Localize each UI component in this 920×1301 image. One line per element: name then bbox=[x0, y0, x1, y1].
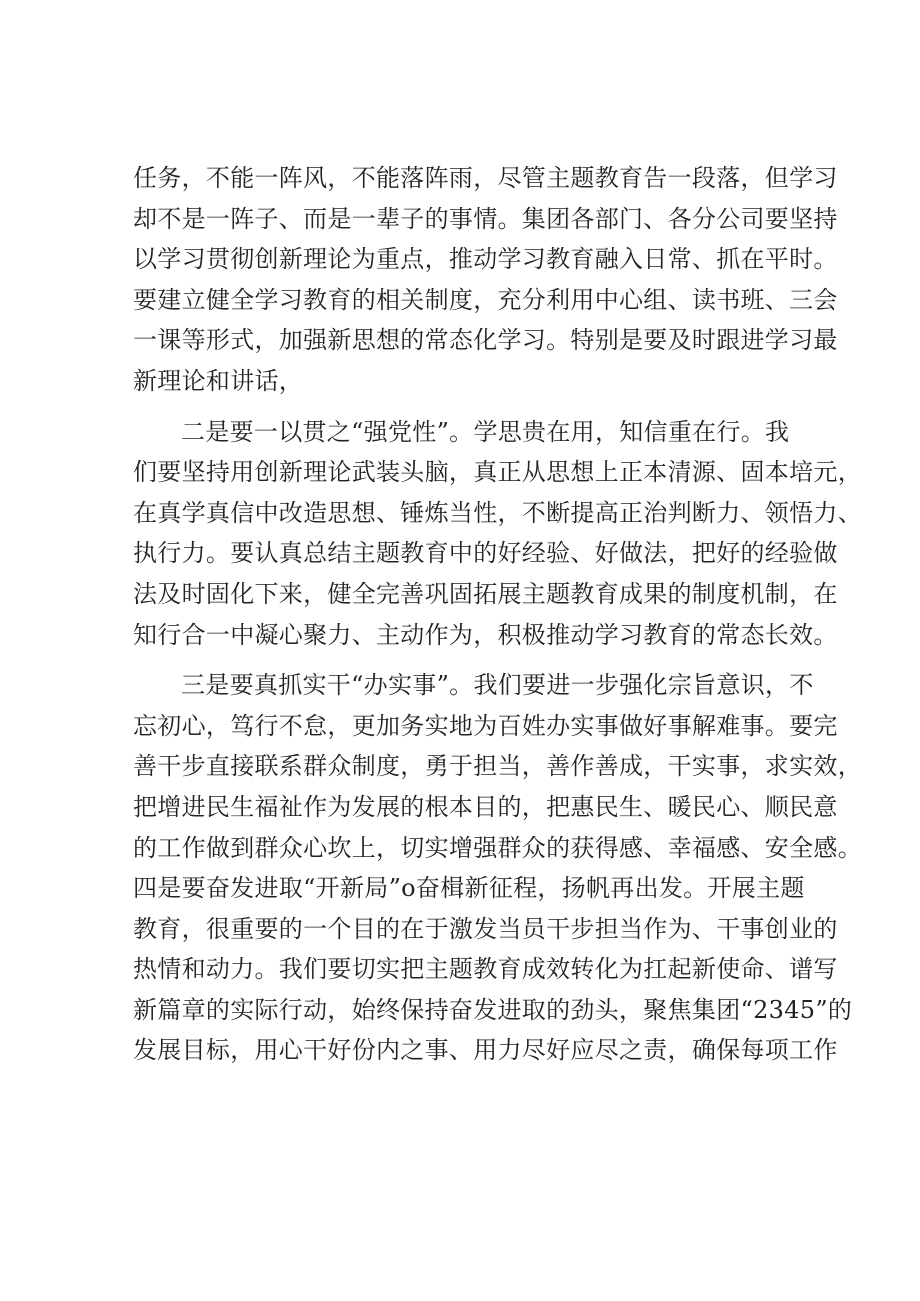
text-line: 发展目标，用心干好份内之事、用力尽好应尽之责，确保每项工作 bbox=[133, 1036, 838, 1065]
text-line: 任务，不能一阵风，不能落阵雨，尽管主题教育告一段落，但学习 bbox=[133, 164, 838, 192]
body-text bbox=[133, 158, 862, 1071]
text-line: 在真学真信中改造思想、锤炼当性，不断提高正治判断力、领悟力、 bbox=[133, 498, 862, 527]
text-line: 热情和动力。我们要切实把主题教育成效转化为扛起新使命、谱写 bbox=[133, 955, 838, 984]
text-line: 法及时固化下来，健全完善巩固拓展主题教育成果的制度机制，在 bbox=[133, 579, 838, 608]
paragraph-gap bbox=[133, 655, 803, 665]
text-line: 要建立健全学习教育的相关制度，充分利用中心组、读书班、三会 bbox=[133, 285, 838, 314]
text-line: 一课等形式，加强新思想的常态化学习。特别是要及时跟进学习最 bbox=[133, 326, 838, 355]
text-line: 以学习贯彻创新理论为重点，推动学习教育融入日常、抓在平时。 bbox=[133, 245, 838, 274]
text-line: 忘初心，笃行不怠，更加务实地为百姓办实事做好事解难事。要完 bbox=[133, 711, 838, 740]
text-line: 知行合一中凝心聚力、主动作为，积极推动学习教育的常态长效。 bbox=[133, 620, 838, 649]
text-line: 善干步直接联系群众制度，勇于担当，善作善成，干实事，求实效， bbox=[133, 752, 862, 781]
text-line: 们要坚持用创新理论武装头脑，真正从思想上正本清源、固本培元， bbox=[133, 458, 862, 487]
paragraph-start-line: 二是要一以贯之“强党性”。学思贵在用，知信重在行。我 bbox=[181, 417, 790, 446]
text-line: 教育，很重要的一个目的在于激发当员干步担当作为、干事创业的 bbox=[133, 914, 838, 943]
text-line: 却不是一阵子、而是一辈子的事情。集团各部门、各分公司要坚持 bbox=[133, 204, 838, 233]
text-line: 执行力。要认真总结主题教育中的好经验、好做法，把好的经验做 bbox=[133, 539, 838, 568]
text-line: 四是要奋发进取“开新局”o奋楫新征程，扬帆再出发。开展主题 bbox=[133, 874, 805, 903]
paragraph-start-line: 三是要真抓实干“办实事”。我们要进一步强化宗旨意识，不 bbox=[181, 671, 814, 700]
text-line: 新理论和讲话， bbox=[133, 366, 304, 395]
text-line: 把增进民生福祉作为发展的根本目的，把惠民生、暖民心、顺民意 bbox=[133, 792, 838, 821]
paragraph-gap bbox=[133, 402, 803, 412]
text-line: 新篇章的实际行动，始终保持奋发进取的劲头，聚焦集团“2345”的 bbox=[133, 995, 853, 1024]
text-line: 的工作做到群众心坎上，切实增强群众的获得感、幸福感、安全感。 bbox=[133, 833, 862, 862]
